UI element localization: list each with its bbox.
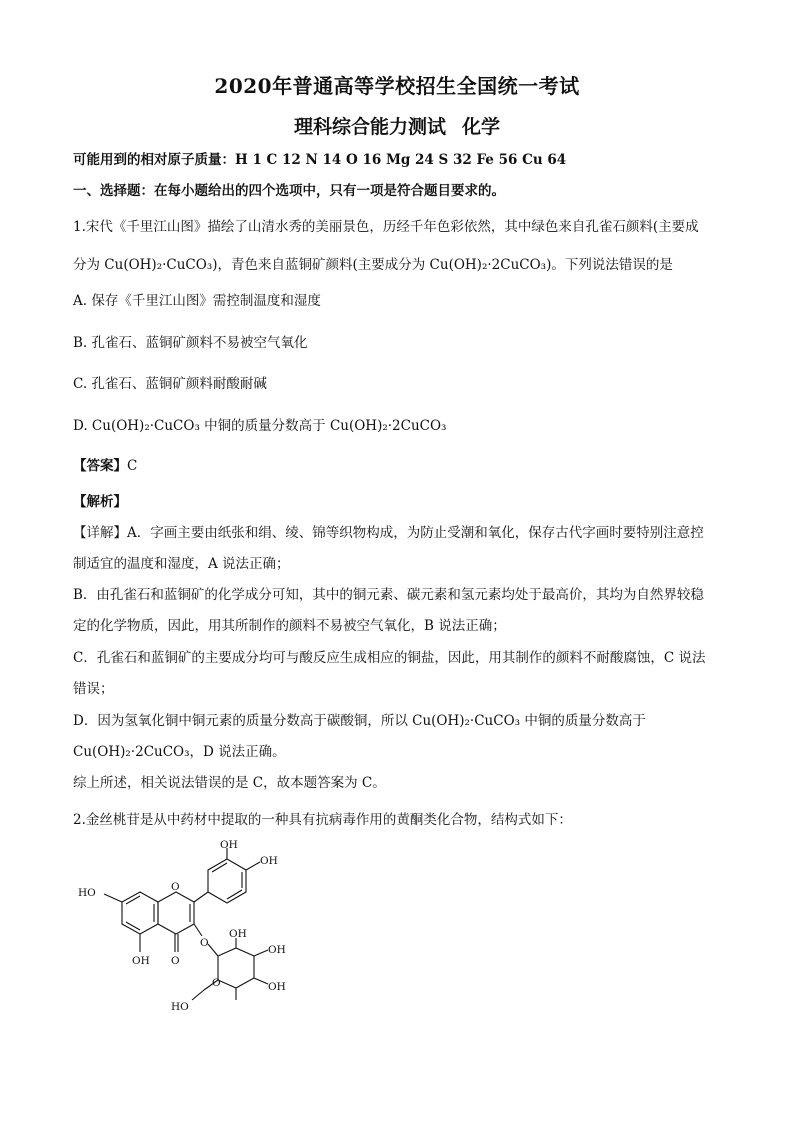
- q2-stem: 2.金丝桃苷是从中药材中提取的一种具有抗病毒作用的黄酮类化合物，结构式如下：: [73, 812, 572, 828]
- label-o-keto: O: [171, 955, 180, 967]
- q1-stem-line-2: 分为 Cu(OH)₂·CuCO₃)，青色来自蓝铜矿颜料(主要成分为 Cu(OH)₂·2CuCO₃)。下列说法错误的是: [73, 257, 673, 273]
- q1-option-b: B. 孔雀石、蓝铜矿颜料不易被空气氧化: [73, 335, 308, 351]
- section-heading: 一、选择题：在每小题给出的四个选项中，只有一项是符合题目要求的。: [73, 183, 505, 199]
- detail-line-9: 综上所述，相关说法错误的是 C，故本题答案为 C。: [73, 775, 386, 791]
- exam-subtitle: [0, 112, 794, 139]
- label-o-ring: O: [171, 881, 180, 893]
- detail-line-8: Cu(OH)₂·2CuCO₃，D 说法正确。: [73, 744, 286, 760]
- answer-value: C: [127, 458, 138, 474]
- ring-c: [158, 892, 194, 934]
- label-ho-sugar-4: HO: [171, 1001, 189, 1013]
- subtitle-part-a: 理科综合能力测试: [293, 116, 446, 138]
- analysis-tag: 【解析】: [73, 494, 127, 510]
- label-oh-sugar-1: OH: [229, 928, 247, 940]
- label-o-link: O: [200, 937, 209, 949]
- q1-answer-line: [73, 456, 733, 476]
- detail-line-5: C．孔雀石和蓝铜矿的主要成分均可与酸反应生成相应的铜盐，因此，用其制作的颜料不耐酸腐蚀，C 说法: [73, 650, 706, 666]
- subtitle-part-b: 化学: [462, 116, 501, 138]
- detail-line-2: 制适宜的温度和湿度，A 说法正确；: [73, 556, 290, 572]
- label-o-sugar: O: [212, 977, 221, 989]
- label-ho-left: HO: [78, 887, 96, 899]
- q1-option-c: C. 孔雀石、蓝铜矿颜料耐酸耐碱: [73, 376, 267, 392]
- label-oh-sugar-3: OH: [268, 981, 286, 993]
- q1-stem-line-1: 1.宋代《千里江山图》描绘了山清水秀的美丽景色，历经千年色彩依然，其中绿色来自孔雀石颜料(主要成: [73, 219, 699, 235]
- ring-a: [122, 892, 158, 934]
- sugar-ring: [218, 948, 254, 988]
- detail-line-1: 【详解】A．字画主要由纸张和绢、绫、锦等织物构成，为防止受潮和氧化，保存古代字画时要特别注意控: [73, 525, 704, 541]
- label-oh-top: OH: [220, 840, 238, 851]
- q1-option-a: A. 保存《千里江山图》需控制温度和湿度: [73, 293, 321, 309]
- hyperoside-structure-diagram: [70, 840, 310, 1030]
- label-oh-right: OH: [260, 855, 278, 867]
- exam-title: 2020年普通高等学校招生全国统一考试: [214, 74, 580, 98]
- atomic-masses-line: 可能用到的相对原子质量：H 1 C 12 N 14 O 16 Mg 24 S 32 Fe 56 Cu 64: [73, 152, 567, 168]
- detail-line-6: 错误；: [73, 681, 114, 697]
- answer-tag: 【答案】: [73, 458, 127, 474]
- detail-line-4: 定的化学物质，因此，用其所制作的颜料不易被空气氧化，B 说法正确；: [73, 618, 506, 634]
- label-oh-bottom: OH: [132, 955, 150, 967]
- ring-b: [208, 859, 246, 903]
- detail-line-7: D．因为氢氧化铜中铜元素的质量分数高于碳酸铜，所以 Cu(OH)₂·CuCO₃ 中铜的质量分数高于: [73, 713, 646, 729]
- q1-option-d: D. Cu(OH)₂·CuCO₃ 中铜的质量分数高于 Cu(OH)₂·2CuCO₃: [73, 418, 447, 434]
- label-oh-sugar-2: OH: [268, 944, 286, 956]
- detail-line-3: B．由孔雀石和蓝铜矿的化学成分可知，其中的铜元素、碳元素和氢元素均处于最高价，其均为自然界较稳: [73, 587, 704, 603]
